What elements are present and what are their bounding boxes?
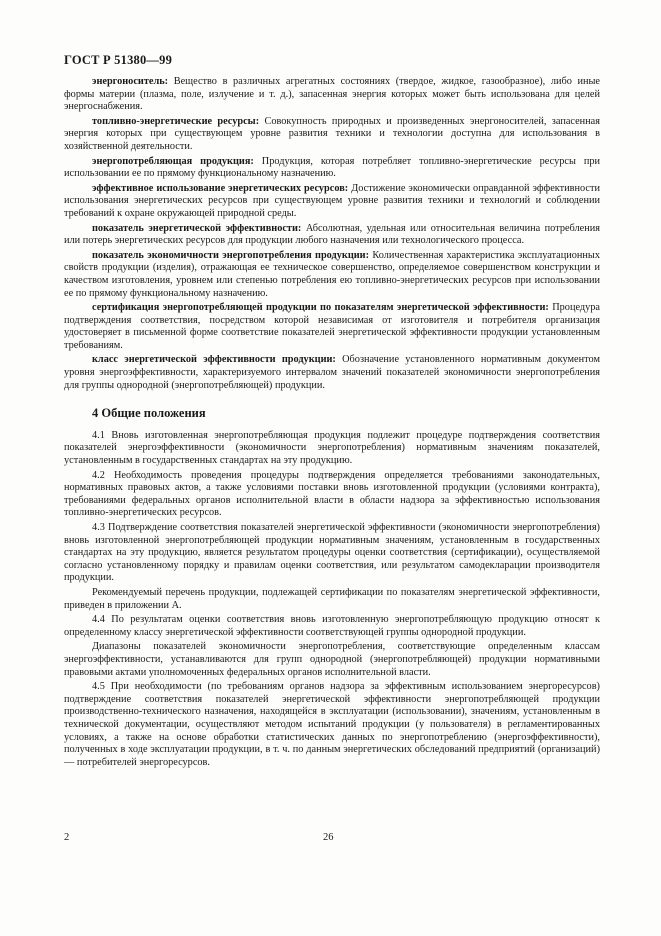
definition-term: топливно-энергетические ресурсы: (92, 115, 260, 127)
paragraph: 4.4 По результатам оценки соответствия вновь изготовленную энергопотребляющую продукцию относят к определенному классу энергетической эффективности соответствующей группы однородной продукции. (64, 614, 600, 638)
definition-text: Достижение экономически оправданной эффективности использования энергетических ресурсов при существующем уровне развития техники и технологий и соблюдении требований к охране окружающей природной среды. (64, 182, 600, 219)
definition-text: Количественная характеристика эксплуатационных свойств продукции (изделия), отражающая ее техническое совершенство, определяемое совершенством конструкции и качеством изготовления, уровнем или степенью потребления ею топливно-энергетических ресурсов при использовании ее по прямому функциональному назначению. (64, 249, 600, 299)
section-heading: 4 Общие положения (92, 406, 206, 421)
paragraph: Рекомендуемый перечень продукции, подлежащей сертификации по показателям энергетической эффективности, приведен в приложении А. (64, 586, 600, 611)
definition-item (64, 354, 600, 392)
definition-term: эффективное использование энергетических ресурсов: (92, 182, 349, 194)
definitions-list (64, 76, 600, 392)
paragraph: 4.3 Подтверждение соответствия показателей энергетической эффективности (экономичности энергопотребления) вновь изготовленной энергопотребляющей продукции нормативным значениям, установленным в государственных стандартах на эту продукцию, является результатом процедуры оценки соответствия (сертификации), осуществляемой согласно установленному порядку и правилам оценки соответствия, или результатом самодекларации производителя продукции. (64, 522, 600, 584)
definition-item (64, 302, 600, 352)
paragraph: Диапазоны показателей экономичности энергопотребления, соответствующие определенным классам энергоэффективности, устанавливаются для групп однородной (энергопотребляющей) продукции нормативными правовыми актами уполномоченных федеральных органов исполнительной власти. (64, 641, 600, 678)
definition-item (64, 223, 600, 248)
definition-item (64, 76, 600, 114)
page-number-center: 26 (323, 832, 334, 843)
definition-text: Процедура подтверждения соответствия, посредством которой независимая от изготовителя и потребителя организация удостоверяет в письменной форме соответствие показателей энергетической эффективности продукции установленным требованиям. (64, 302, 600, 351)
paragraph: 4.1 Вновь изготовленная энергопотребляющая продукция подлежит процедуре подтверждения соответствия показателей энергоэффективности (экономичности энергопотребления) нормативным значениям показателей, установленным в государственных стандартах на эту продукцию. (64, 429, 600, 467)
paragraph: 4.2 Необходимость проведения процедуры подтверждения определяется требованиями законодательных, нормативных правовых актов, а также условиями поставки вновь изготовленной продукции (условиями контракта), требованиями федеральных органов исполнительной власти в области надзора за эффективностью использования топливно-энергетических ресурсов. (64, 469, 600, 519)
page-number-left: 2 (64, 832, 70, 843)
document-body (64, 76, 600, 771)
definition-text: Абсолютная, удельная или относительная величина потребления или потерь энергетических ресурсов для продукции любого назначения или технологического процесса. (64, 222, 600, 247)
definition-term: энергоноситель: (92, 76, 169, 87)
definition-item (64, 183, 600, 221)
definition-text: Совокупность природных и произведенных энергоносителей, запасенная энергия которых при существующем уровне развития техники и технологии доступна для использования в хозяйственной деятельности. (64, 115, 600, 152)
paragraph: 4.5 При необходимости (по требованиям органов надзора за эффективным использованием энергоресурсов) подтверждение соответствия показателей энергетической эффективности энергопотребляющей продукции производственно-технического назначения, находящейся в эксплуатации (использовании), значениям, установленным в технической документации, осуществляют методом испытаний продукции (у пользователя) в регламентированных условиях, а также на основе обработки статистических данных по энергопотреблению (энергоэффективности), полученных в ходе эксплуатации продукции, в т. ч. по данным энергетических обследований предприятий (организаций) — потребителей энергоресурсов. (64, 681, 600, 768)
definition-text: Вещество в различных агрегатных состояниях (твердое, жидкое, газообразное), либо иные формы материи (плазма, поле, излучение и т. д.), запасенная энергия которых может быть использована для целей энергоснабжения. (64, 76, 600, 113)
section-body (64, 430, 600, 769)
definition-term: сертификация энергопотребляющей продукции по показателям энергетической эффективности: (92, 302, 549, 314)
definition-text: Продукция, которая потребляет топливно-энергетические ресурсы при использовании ее по прямому функциональному назначению. (64, 155, 600, 180)
definition-term: класс энергетической эффективности продукции: (92, 354, 336, 366)
document-header: ГОСТ Р 51380—99 (64, 53, 173, 67)
definition-item (64, 116, 600, 154)
definition-term: показатель экономичности энергопотребления продукции: (92, 249, 370, 261)
definition-term: показатель энергетической эффективности: (92, 222, 302, 234)
definition-term: энергопотребляющая продукция: (92, 155, 254, 167)
definition-text: Обозначение установленного нормативным документом уровня энергоэффективности, характеризуемого интервалом значений показателей экономичности энергопотребления для группы однородной (энергопотребляющей) продукции. (64, 354, 600, 391)
definition-item (64, 156, 600, 181)
definition-item (64, 250, 600, 300)
